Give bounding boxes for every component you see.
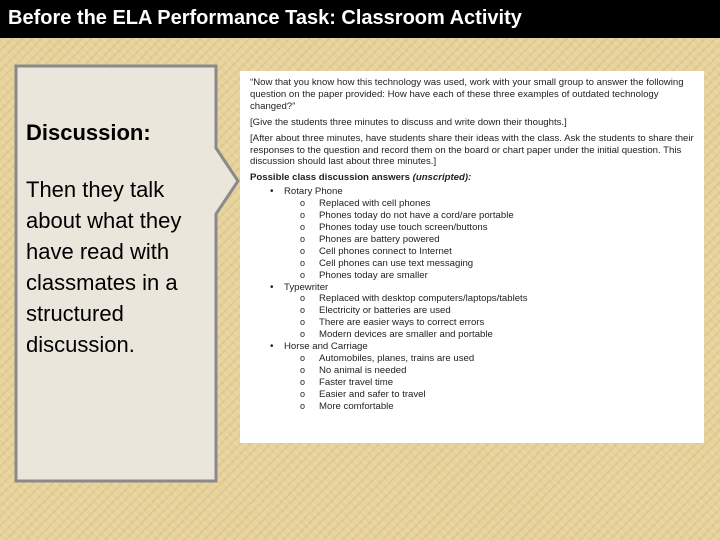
list-item: o Electricity or batteries are used: [284, 305, 694, 317]
teacher-direction: [Give the students three minutes to discuss and write down their thoughts.]: [250, 116, 567, 128]
document-excerpt: [240, 71, 704, 443]
answer-list: [284, 198, 694, 281]
list-item: o Cell phones connect to Internet: [284, 246, 694, 258]
answer-group: [250, 186, 694, 281]
list-item: o No animal is needed: [284, 365, 694, 377]
list-item: o Phones today are smaller: [284, 270, 694, 282]
list-item: o Faster travel time: [284, 377, 694, 389]
answers-heading-note: (unscripted):: [412, 172, 472, 184]
answer-group-label: • Typewriter: [284, 281, 329, 293]
callout-heading: Discussion:: [26, 120, 151, 145]
teacher-prompt: “Now that you know how this technology was used, work with your small group to answer the following question on the paper provided: How have each of these three examples of outdated technology changed?”: [250, 77, 684, 112]
list-item: o Phones are battery powered: [284, 234, 694, 246]
list-item: o More comfortable: [284, 401, 694, 413]
answer-group: [250, 341, 694, 412]
list-item: o Phones today use touch screen/buttons: [284, 222, 694, 234]
answers-heading: [250, 172, 694, 184]
teacher-direction: [After about three minutes, have students share their ideas with the class. Ask the students to share their responses to the question and record them on the board or chart paper under the initial question. This discussion should last about three minutes.]: [250, 132, 694, 168]
list-item: o Modern devices are smaller and portable: [284, 329, 694, 341]
list-item: o Easier and safer to travel: [284, 389, 694, 401]
answer-group-label: • Horse and Carriage: [284, 341, 368, 353]
list-item: o Cell phones can use text messaging: [284, 258, 694, 270]
list-item: o Automobiles, planes, trains are used: [284, 353, 694, 365]
list-item: o Phones today do not have a cord/are portable: [284, 210, 694, 222]
list-item: o There are easier ways to correct errors: [284, 317, 694, 329]
slide-title: Before the ELA Performance Task: Classroom Activity: [8, 7, 522, 29]
answer-groups: [250, 186, 694, 412]
answer-group: [250, 282, 694, 342]
list-item: o Replaced with desktop computers/laptops/tablets: [284, 293, 694, 305]
answer-group-label: • Rotary Phone: [284, 186, 343, 198]
answer-list: [284, 293, 694, 341]
answer-list: [284, 353, 694, 413]
callout-text: [26, 120, 218, 360]
list-item: o Replaced with cell phones: [284, 198, 694, 210]
answers-heading-label: Possible class discussion answers: [250, 172, 413, 184]
callout-body: Then they talk about what they have read with classmates in a structured discussion.: [26, 177, 182, 357]
